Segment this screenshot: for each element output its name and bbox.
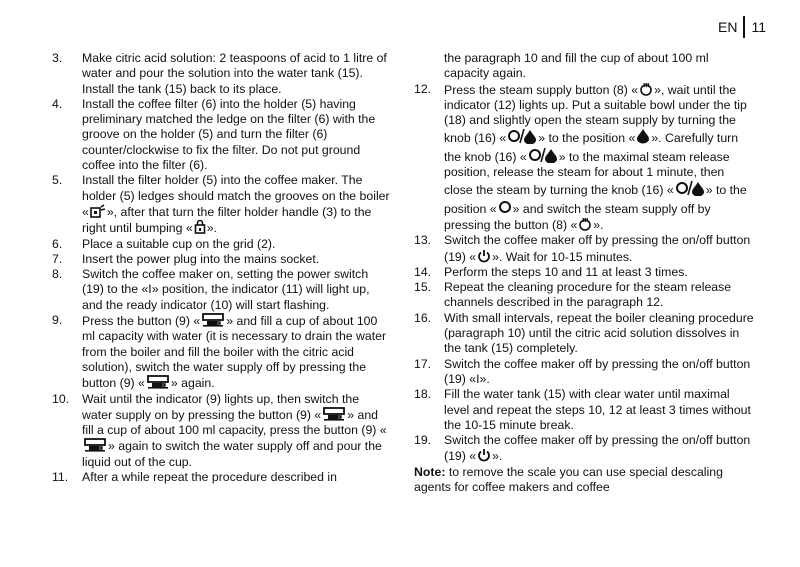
- header-divider: [743, 16, 745, 38]
- list-item: 13. Switch the coffee maker off by pressing the on/off button (19) « ». Wait for 10-15 minutes.: [414, 233, 754, 265]
- item-text: Wait until the indicator (9) lights up, then switch the water supply on by pressing the button (9) « » and fill a cup of about 100 ml capacity, press the button (9) «» again to switch the water supply off and pour the liquid out of the cup.: [82, 391, 387, 469]
- list-item: 10. Wait until the indicator (9) lights up, then switch the water supply on by pressing the button (9) « » and fill a cup of about 100 ml capacity, press the button (9) «» again to switch the water supply off and pour the liquid out of the cup.: [52, 392, 392, 470]
- item-text: Install the filter holder (5) into the coffee maker. The holder (5) ledges should match the grooves on the boiler « », after that turn the filter holder handle (3) to the right until bumping « ».: [82, 173, 390, 236]
- steam-icon: [639, 82, 653, 96]
- list-item: 11. After a while repeat the procedure described in: [52, 470, 392, 485]
- list-item: 3. Make citric acid solution: 2 teaspoons of acid to 1 litre of water and pour the solution into the water tank (15). Install the tank (15) back to its place.: [52, 51, 392, 97]
- list-item: 6. Place a suitable cup on the grid (2).: [52, 237, 392, 252]
- cup-button-icon: [146, 375, 170, 389]
- item-text: Switch the coffee maker on, setting the power switch (19) to the «I» position, the indicator (11) will light up, and the ready indicator (10) will start flashing.: [82, 267, 370, 312]
- item-continuation: the paragraph 10 and fill the cup of about 100 ml capacity again.: [444, 51, 709, 81]
- steam-icon: [578, 217, 592, 231]
- item-text: With small intervals, repeat the boiler cleaning procedure (paragraph 10) until the citric acid solution dissolves in the tank (15) completely.: [444, 310, 754, 356]
- note-paragraph: [414, 465, 754, 496]
- list-item: 5. Install the filter holder (5) into the coffee maker. The holder (5) ledges should match the grooves on the boiler « », after that turn the filter holder handle (3) to the right until bumping « ».: [52, 173, 392, 236]
- item-text: Repeat the cleaning procedure for the steam release channels described in the paragraph 12.: [444, 280, 732, 310]
- cup-button-icon: [322, 407, 346, 421]
- cup-button-icon: [201, 313, 225, 327]
- note-text: to remove the scale you can use special descaling agents for coffee makers and coffee: [414, 464, 723, 495]
- item-text: Switch the coffee maker off by pressing the on/off button (19) « ».: [444, 433, 751, 464]
- list-item: 12. Press the steam supply button (8) « », wait until the indicator (12) lights up. Put a suitable bowl under the tip (18) and slightly open the steam supply by turning the knob (16) « » to the position « ». Carefully turn the knob (16) « » to the maximal steam release position, release the steam for about 1 minute, then close the steam by turning the knob (16) « » to the position « » and switch the steam supply off by pressing the button (8) « ».: [414, 82, 754, 234]
- list-item: 14. Perform the steps 10 and 11 at least 3 times.: [414, 265, 754, 280]
- item-text: Switch the coffee maker off by pressing the on/off button (19) « ». Wait for 10-15 minutes.: [444, 233, 751, 264]
- knob-position-icon: [528, 147, 558, 163]
- boiler-icon: [90, 204, 106, 218]
- list-item: 4. Install the coffee filter (6) into the holder (5) having preliminary matched the ledge on the filter (6) with the groove on the holder (5) and turn the filter (6) counter/clockwise to fix the filter. Do not put ground coffee into the filter (6).: [52, 97, 392, 173]
- language-label: EN: [718, 19, 738, 35]
- item-text: Install the coffee filter (6) into the holder (5) having preliminary matched the ledge on the filter (6) with the groove on the holder (5) and turn the filter (6) counter/clockwise to fix the filter. Do not put ground coffee into the filter (6).: [82, 96, 376, 173]
- item-text: Press the steam supply button (8) « », wait until the indicator (12) lights up. Put a suitable bowl under the tip (18) and slightly open the steam supply by turning the knob (16) « » to the position « ». Carefully turn the knob (16) « » to the maximal steam release position, release the steam for about 1 minute, then close the steam by turning the knob (16) « » to the position « » and switch the steam supply off by pressing the button (8) « ».: [444, 82, 747, 232]
- list-item: 17. Switch the coffee maker off by pressing the on/off button (19) «I».: [414, 357, 754, 388]
- list-item: 16. With small intervals, repeat the boiler cleaning procedure (paragraph 10) until the citric acid solution dissolves in the tank (15) completely.: [414, 310, 754, 356]
- lock-icon: [194, 220, 206, 234]
- list-item: 19. Switch the coffee maker off by pressing the on/off button (19) « ».: [414, 433, 754, 465]
- list-item: 9. Press the button (9) « » and fill a cup of about 100 ml capacity with water (it is necessary to drain the water from the boiler and fill the boiler with the citric acid solution), switch the water supply off by pressing the button (9) « » again.: [52, 313, 392, 391]
- page-header: [718, 16, 766, 38]
- list-item: 7. Insert the power plug into the mains socket.: [52, 252, 392, 267]
- power-icon: [477, 249, 491, 263]
- circle-icon: [498, 199, 512, 215]
- knob-position-icon: [675, 180, 705, 196]
- item-text: Insert the power plug into the mains socket.: [82, 251, 320, 266]
- right-column: [414, 51, 754, 495]
- list-item: 15. Repeat the cleaning procedure for the steam release channels described in the paragraph 12.: [414, 280, 754, 311]
- power-icon: [477, 448, 491, 462]
- drop-icon: [636, 128, 650, 144]
- page-number: 11: [751, 19, 766, 35]
- item-text: Place a suitable cup on the grid (2).: [82, 236, 276, 251]
- item-text: Press the button (9) « » and fill a cup of about 100 ml capacity with water (it is necessary to drain the water from the boiler and fill the boiler with the citric acid solution), switch the water supply off by pressing the button (9) « » again.: [82, 314, 387, 391]
- list-item: 8. Switch the coffee maker on, setting the power switch (19) to the «I» position, the indicator (11) will light up, and the ready indicator (10) will start flashing.: [52, 267, 392, 313]
- item-text: Make citric acid solution: 2 teaspoons of acid to 1 litre of water and pour the solution into the water tank (15). Install the tank (15) back to its place.: [82, 51, 387, 96]
- item-text: After a while repeat the procedure described in: [82, 470, 337, 485]
- cup-button-icon: [83, 438, 107, 452]
- item-text: Switch the coffee maker off by pressing the on/off button (19) «I».: [444, 356, 751, 386]
- knob-position-icon: [507, 128, 537, 144]
- item-text: Perform the steps 10 and 11 at least 3 times.: [444, 264, 688, 279]
- left-column: [52, 51, 392, 485]
- item-text: Fill the water tank (15) with clear water until maximal level and repeat the steps 10, 12 at least 3 times without the 10-15 minute break.: [444, 387, 751, 432]
- note-label: Note:: [414, 464, 446, 479]
- list-item: 18. Fill the water tank (15) with clear water until maximal level and repeat the steps 10, 12 at least 3 times without the 10-15 minute break.: [414, 387, 754, 433]
